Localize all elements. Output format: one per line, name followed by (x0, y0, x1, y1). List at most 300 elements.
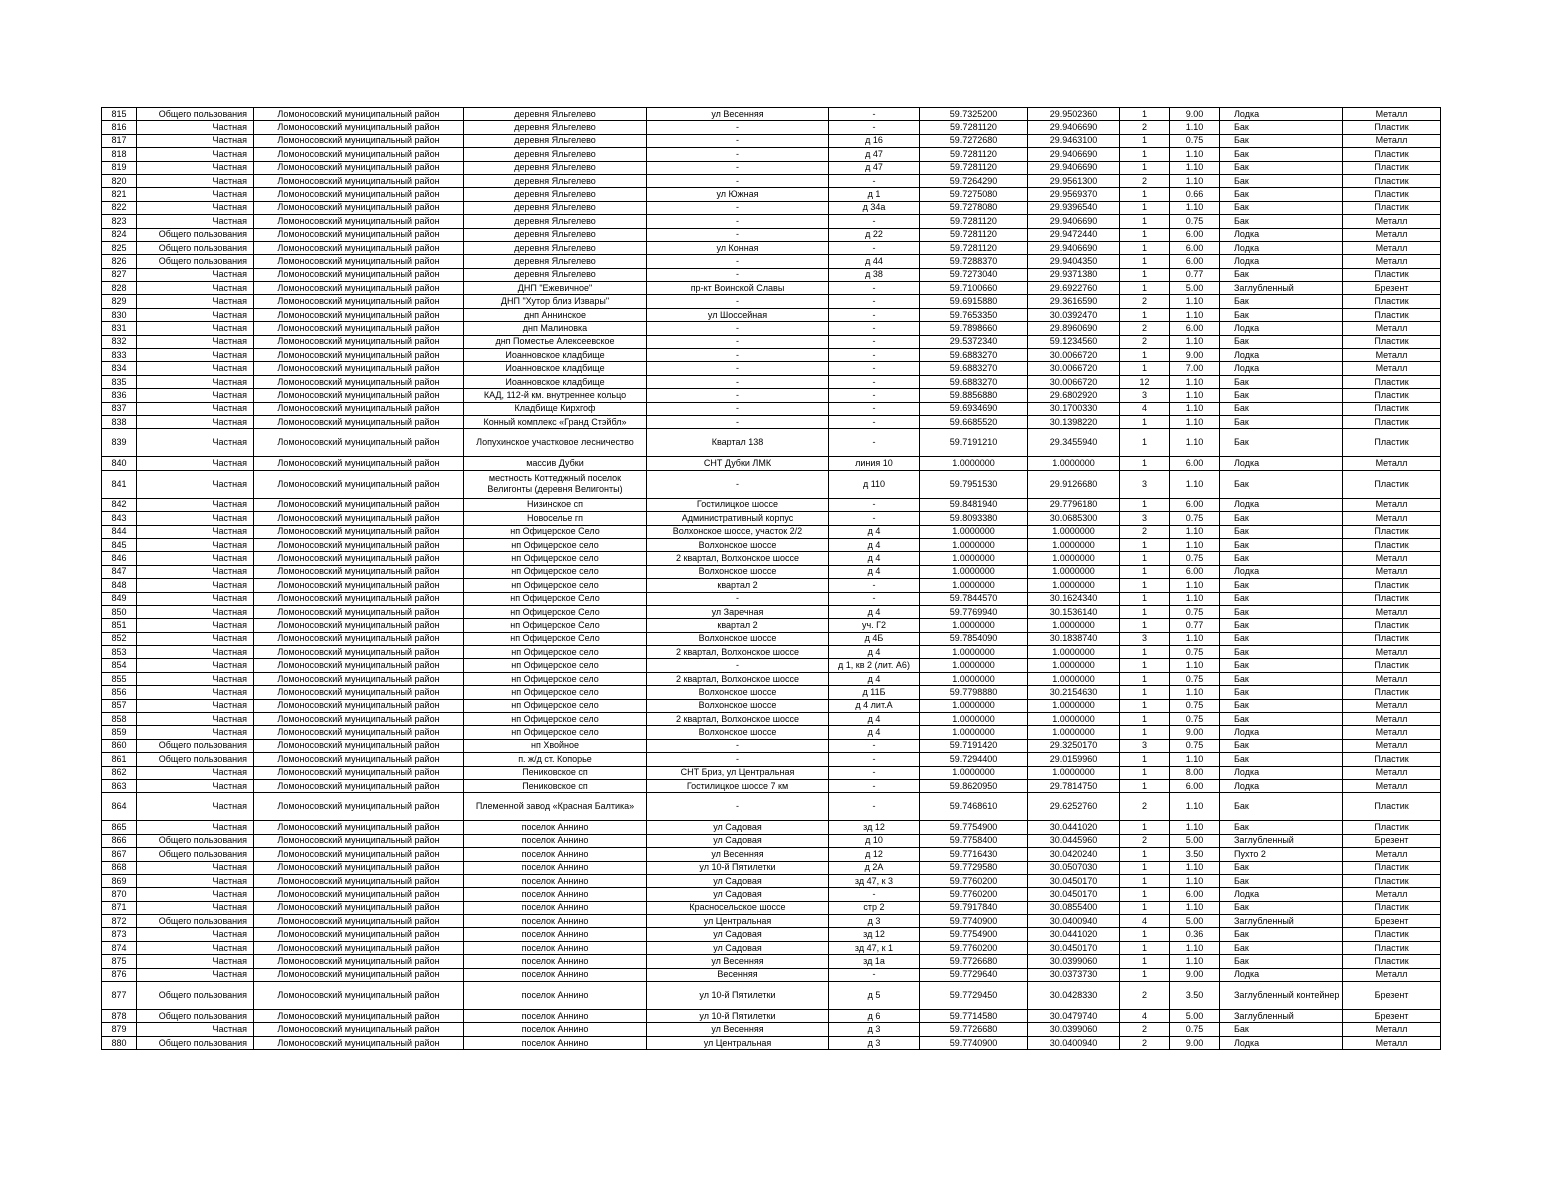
latitude-cell: 1.0000000 (920, 672, 1028, 685)
table-row (102, 362, 1441, 375)
volume-cell: 9.00 (1170, 1036, 1220, 1049)
longitude-cell: 30.0450170 (1028, 888, 1120, 901)
street-cell: 2 квартал, Волхонское шоссе (647, 646, 829, 659)
container-type-cell: Бак (1220, 1023, 1343, 1036)
latitude-cell: 59.8856880 (920, 389, 1028, 402)
table-row (102, 565, 1441, 578)
material-cell: Пластик (1343, 470, 1441, 498)
volume-cell: 9.00 (1170, 968, 1220, 981)
district-cell: Ломоносовский муниципальный район (254, 766, 464, 779)
street-cell: ул Весенняя (647, 955, 829, 968)
street-cell: ул Садовая (647, 888, 829, 901)
longitude-cell: 29.9126680 (1028, 470, 1120, 498)
building-cell: зд 47, к 3 (829, 874, 920, 887)
ownership-cell: Частная (137, 470, 254, 498)
district-cell: Ломоносовский муниципальный район (254, 241, 464, 254)
latitude-cell: 1.0000000 (920, 766, 1028, 779)
row-number-cell: 819 (102, 161, 137, 174)
table-row (102, 699, 1441, 712)
ownership-cell: Частная (137, 349, 254, 362)
container-type-cell: Лодка (1220, 565, 1343, 578)
ownership-cell: Частная (137, 672, 254, 685)
district-cell: Ломоносовский муниципальный район (254, 349, 464, 362)
longitude-cell: 1.0000000 (1028, 579, 1120, 592)
locality-cell: нп Офицерское Село (464, 605, 647, 618)
locality-cell: деревня Яльгелево (464, 268, 647, 281)
building-cell: - (829, 241, 920, 254)
table-row (102, 121, 1441, 134)
locality-cell: деревня Яльгелево (464, 121, 647, 134)
container-type-cell: Бак (1220, 295, 1343, 308)
volume-cell: 6.00 (1170, 565, 1220, 578)
district-cell: Ломоносовский муниципальный район (254, 375, 464, 388)
locality-cell: ДНП "Хутор близ Извары" (464, 295, 647, 308)
container-count-cell: 1 (1120, 848, 1170, 861)
container-type-cell: Бак (1220, 402, 1343, 415)
longitude-cell: 1.0000000 (1028, 713, 1120, 726)
container-type-cell: Лодка (1220, 726, 1343, 739)
table-row (102, 874, 1441, 887)
ownership-cell: Общего пользования (137, 739, 254, 752)
longitude-cell: 30.1624340 (1028, 592, 1120, 605)
table-row (102, 941, 1441, 954)
ownership-cell: Общего пользования (137, 982, 254, 1010)
volume-cell: 1.10 (1170, 874, 1220, 887)
longitude-cell: 29.9406690 (1028, 121, 1120, 134)
table-row (102, 415, 1441, 428)
latitude-cell: 59.7100660 (920, 282, 1028, 295)
district-cell: Ломоносовский муниципальный район (254, 874, 464, 887)
building-cell: д 34а (829, 201, 920, 214)
table-row (102, 592, 1441, 605)
table-row (102, 686, 1441, 699)
district-cell: Ломоносовский муниципальный район (254, 686, 464, 699)
container-count-cell: 1 (1120, 821, 1170, 834)
district-cell: Ломоносовский муниципальный район (254, 215, 464, 228)
container-count-cell: 1 (1120, 699, 1170, 712)
table-row (102, 134, 1441, 147)
container-type-cell: Бак (1220, 335, 1343, 348)
volume-cell: 6.00 (1170, 255, 1220, 268)
container-type-cell: Пухто 2 (1220, 848, 1343, 861)
volume-cell: 3.50 (1170, 982, 1220, 1010)
container-count-cell: 1 (1120, 619, 1170, 632)
container-type-cell: Бак (1220, 686, 1343, 699)
ownership-cell: Частная (137, 201, 254, 214)
building-cell: - (829, 592, 920, 605)
volume-cell: 9.00 (1170, 349, 1220, 362)
street-cell: - (647, 148, 829, 161)
ownership-cell: Общего пользования (137, 753, 254, 766)
district-cell: Ломоносовский муниципальный район (254, 470, 464, 498)
street-cell: - (647, 201, 829, 214)
district-cell: Ломоносовский муниципальный район (254, 498, 464, 511)
locality-cell: поселок Аннино (464, 1010, 647, 1023)
latitude-cell: 59.7769940 (920, 605, 1028, 618)
building-cell: - (829, 121, 920, 134)
latitude-cell: 29.5372340 (920, 335, 1028, 348)
longitude-cell: 1.0000000 (1028, 699, 1120, 712)
container-type-cell: Бак (1220, 308, 1343, 321)
material-cell: Металл (1343, 713, 1441, 726)
locality-cell: нп Офицерское село (464, 579, 647, 592)
container-type-cell: Бак (1220, 928, 1343, 941)
longitude-cell: 30.0373730 (1028, 968, 1120, 981)
container-count-cell: 1 (1120, 241, 1170, 254)
ownership-cell: Частная (137, 362, 254, 375)
container-type-cell: Бак (1220, 821, 1343, 834)
volume-cell: 1.10 (1170, 592, 1220, 605)
row-number-cell: 843 (102, 512, 137, 525)
material-cell: Металл (1343, 766, 1441, 779)
locality-cell: нп Офицерское село (464, 565, 647, 578)
locality-cell: поселок Аннино (464, 928, 647, 941)
volume-cell: 1.10 (1170, 295, 1220, 308)
row-number-cell: 845 (102, 538, 137, 551)
ownership-cell: Частная (137, 525, 254, 538)
latitude-cell: 59.7714580 (920, 1010, 1028, 1023)
table-row (102, 470, 1441, 498)
street-cell: - (647, 793, 829, 821)
container-type-cell: Бак (1220, 659, 1343, 672)
container-type-cell: Бак (1220, 161, 1343, 174)
longitude-cell: 29.9404350 (1028, 255, 1120, 268)
container-type-cell: Бак (1220, 389, 1343, 402)
locality-cell: поселок Аннино (464, 874, 647, 887)
ownership-cell: Частная (137, 148, 254, 161)
volume-cell: 0.75 (1170, 134, 1220, 147)
street-cell: - (647, 402, 829, 415)
longitude-cell: 30.1838740 (1028, 632, 1120, 645)
row-number-cell: 854 (102, 659, 137, 672)
district-cell: Ломоносовский муниципальный район (254, 699, 464, 712)
table-row (102, 201, 1441, 214)
container-type-cell: Бак (1220, 512, 1343, 525)
row-number-cell: 832 (102, 335, 137, 348)
material-cell: Пластик (1343, 429, 1441, 457)
longitude-cell: 29.9561300 (1028, 174, 1120, 187)
locality-cell: поселок Аннино (464, 968, 647, 981)
locality-cell: поселок Аннино (464, 834, 647, 847)
building-cell: - (829, 753, 920, 766)
building-cell: - (829, 295, 920, 308)
building-cell: - (829, 512, 920, 525)
container-count-cell: 1 (1120, 161, 1170, 174)
container-type-cell: Бак (1220, 134, 1343, 147)
container-type-cell: Бак (1220, 375, 1343, 388)
building-cell: - (829, 498, 920, 511)
building-cell: д 47 (829, 161, 920, 174)
container-count-cell: 1 (1120, 686, 1170, 699)
longitude-cell: 30.0066720 (1028, 349, 1120, 362)
building-cell: - (829, 779, 920, 792)
row-number-cell: 871 (102, 901, 137, 914)
ownership-cell: Общего пользования (137, 1036, 254, 1049)
district-cell: Ломоносовский муниципальный район (254, 525, 464, 538)
locality-cell: Иоанновское кладбище (464, 375, 647, 388)
street-cell: Квартал 138 (647, 429, 829, 457)
volume-cell: 1.10 (1170, 389, 1220, 402)
volume-cell: 5.00 (1170, 915, 1220, 928)
ownership-cell: Частная (137, 968, 254, 981)
volume-cell: 0.66 (1170, 188, 1220, 201)
material-cell: Металл (1343, 605, 1441, 618)
longitude-cell: 1.0000000 (1028, 525, 1120, 538)
container-count-cell: 1 (1120, 888, 1170, 901)
longitude-cell: 1.0000000 (1028, 538, 1120, 551)
material-cell: Металл (1343, 108, 1441, 121)
street-cell: Волхонское шоссе (647, 686, 829, 699)
volume-cell: 1.10 (1170, 308, 1220, 321)
row-number-cell: 842 (102, 498, 137, 511)
container-type-cell: Бак (1220, 470, 1343, 498)
row-number-cell: 879 (102, 1023, 137, 1036)
table-row (102, 228, 1441, 241)
material-cell: Пластик (1343, 592, 1441, 605)
material-cell: Пластик (1343, 941, 1441, 954)
ownership-cell: Частная (137, 121, 254, 134)
street-cell: Красносельское шоссе (647, 901, 829, 914)
ownership-cell: Частная (137, 389, 254, 402)
row-number-cell: 864 (102, 793, 137, 821)
street-cell: - (647, 255, 829, 268)
container-type-cell: Бак (1220, 148, 1343, 161)
material-cell: Брезент (1343, 282, 1441, 295)
longitude-cell: 30.0445960 (1028, 834, 1120, 847)
building-cell: д 4Б (829, 632, 920, 645)
container-count-cell: 1 (1120, 928, 1170, 941)
building-cell: - (829, 282, 920, 295)
volume-cell: 0.75 (1170, 605, 1220, 618)
street-cell: - (647, 592, 829, 605)
material-cell: Пластик (1343, 821, 1441, 834)
volume-cell: 1.10 (1170, 415, 1220, 428)
table-body (102, 108, 1441, 1050)
building-cell: - (829, 579, 920, 592)
table-row (102, 901, 1441, 914)
material-cell: Пластик (1343, 268, 1441, 281)
latitude-cell: 59.8481940 (920, 498, 1028, 511)
locality-cell: Племенной завод «Красная Балтика» (464, 793, 647, 821)
row-number-cell: 853 (102, 646, 137, 659)
district-cell: Ломоносовский муниципальный район (254, 335, 464, 348)
district-cell: Ломоносовский муниципальный район (254, 1036, 464, 1049)
locality-cell: днп Аннинское (464, 308, 647, 321)
latitude-cell: 59.7281120 (920, 148, 1028, 161)
latitude-cell: 1.0000000 (920, 699, 1028, 712)
table-row (102, 402, 1441, 415)
table-row (102, 389, 1441, 402)
container-count-cell: 1 (1120, 308, 1170, 321)
longitude-cell: 30.1536140 (1028, 605, 1120, 618)
table-row (102, 349, 1441, 362)
building-cell: - (829, 739, 920, 752)
row-number-cell: 838 (102, 415, 137, 428)
latitude-cell: 1.0000000 (920, 713, 1028, 726)
container-count-cell: 1 (1120, 646, 1170, 659)
latitude-cell: 59.7726680 (920, 1023, 1028, 1036)
locality-cell: деревня Яльгелево (464, 215, 647, 228)
material-cell: Металл (1343, 779, 1441, 792)
container-count-cell: 2 (1120, 982, 1170, 1010)
container-type-cell: Заглубленный (1220, 834, 1343, 847)
container-count-cell: 1 (1120, 498, 1170, 511)
longitude-cell: 30.1398220 (1028, 415, 1120, 428)
district-cell: Ломоносовский муниципальный район (254, 726, 464, 739)
table-row (102, 632, 1441, 645)
locality-cell: деревня Яльгелево (464, 188, 647, 201)
table-row (102, 766, 1441, 779)
container-type-cell: Лодка (1220, 349, 1343, 362)
container-type-cell: Бак (1220, 174, 1343, 187)
container-type-cell: Лодка (1220, 322, 1343, 335)
volume-cell: 9.00 (1170, 726, 1220, 739)
building-cell: д 22 (829, 228, 920, 241)
street-cell: квартал 2 (647, 619, 829, 632)
material-cell: Металл (1343, 322, 1441, 335)
building-cell: д 3 (829, 1036, 920, 1049)
building-cell: линия 10 (829, 457, 920, 470)
street-cell: Волхонское шоссе (647, 632, 829, 645)
volume-cell: 1.10 (1170, 335, 1220, 348)
longitude-cell: 29.7814750 (1028, 779, 1120, 792)
material-cell: Пластик (1343, 174, 1441, 187)
volume-cell: 5.00 (1170, 1010, 1220, 1023)
material-cell: Металл (1343, 848, 1441, 861)
building-cell: - (829, 415, 920, 428)
container-count-cell: 2 (1120, 525, 1170, 538)
district-cell: Ломоносовский муниципальный район (254, 1023, 464, 1036)
longitude-cell: 30.0392470 (1028, 308, 1120, 321)
container-count-cell: 2 (1120, 295, 1170, 308)
district-cell: Ломоносовский муниципальный район (254, 739, 464, 752)
container-type-cell: Бак (1220, 429, 1343, 457)
ownership-cell: Частная (137, 335, 254, 348)
latitude-cell: 59.7325200 (920, 108, 1028, 121)
latitude-cell: 59.6883270 (920, 362, 1028, 375)
street-cell: ул Садовая (647, 941, 829, 954)
ownership-cell: Частная (137, 282, 254, 295)
longitude-cell: 30.0450170 (1028, 941, 1120, 954)
volume-cell: 1.10 (1170, 901, 1220, 914)
volume-cell: 0.75 (1170, 713, 1220, 726)
material-cell: Металл (1343, 699, 1441, 712)
volume-cell: 1.10 (1170, 161, 1220, 174)
table-row (102, 928, 1441, 941)
latitude-cell: 59.6883270 (920, 375, 1028, 388)
street-cell: ул Шоссейная (647, 308, 829, 321)
container-type-cell: Бак (1220, 753, 1343, 766)
table-row (102, 579, 1441, 592)
longitude-cell: 29.9406690 (1028, 241, 1120, 254)
street-cell: ул Южная (647, 188, 829, 201)
container-count-cell: 1 (1120, 659, 1170, 672)
container-type-cell: Лодка (1220, 457, 1343, 470)
ownership-cell: Частная (137, 512, 254, 525)
ownership-cell: Частная (137, 726, 254, 739)
container-count-cell: 1 (1120, 861, 1170, 874)
locality-cell: днп Малиновка (464, 322, 647, 335)
street-cell: Гостилицкое шоссе 7 км (647, 779, 829, 792)
material-cell: Пластик (1343, 148, 1441, 161)
volume-cell: 1.10 (1170, 753, 1220, 766)
row-number-cell: 818 (102, 148, 137, 161)
row-number-cell: 825 (102, 241, 137, 254)
row-number-cell: 872 (102, 915, 137, 928)
locality-cell: поселок Аннино (464, 915, 647, 928)
longitude-cell: 30.0428330 (1028, 982, 1120, 1010)
volume-cell: 1.10 (1170, 941, 1220, 954)
row-number-cell: 835 (102, 375, 137, 388)
locality-cell: Конный комплекс «Гранд Стэйбл» (464, 415, 647, 428)
district-cell: Ломоносовский муниципальный район (254, 282, 464, 295)
latitude-cell: 59.7716430 (920, 848, 1028, 861)
material-cell: Пластик (1343, 525, 1441, 538)
district-cell: Ломоносовский муниципальный район (254, 941, 464, 954)
table-row (102, 429, 1441, 457)
street-cell: - (647, 215, 829, 228)
volume-cell: 1.10 (1170, 632, 1220, 645)
locality-cell: нп Офицерское село (464, 713, 647, 726)
container-count-cell: 1 (1120, 552, 1170, 565)
row-number-cell: 848 (102, 579, 137, 592)
volume-cell: 1.10 (1170, 793, 1220, 821)
latitude-cell: 59.7281120 (920, 215, 1028, 228)
ownership-cell: Частная (137, 402, 254, 415)
district-cell: Ломоносовский муниципальный район (254, 362, 464, 375)
building-cell: уч. Г2 (829, 619, 920, 632)
ownership-cell: Частная (137, 308, 254, 321)
building-cell: - (829, 322, 920, 335)
container-count-cell: 2 (1120, 834, 1170, 847)
ownership-cell: Частная (137, 619, 254, 632)
latitude-cell: 59.7754900 (920, 821, 1028, 834)
material-cell: Металл (1343, 552, 1441, 565)
latitude-cell: 59.8093380 (920, 512, 1028, 525)
material-cell: Пластик (1343, 793, 1441, 821)
locality-cell: поселок Аннино (464, 1023, 647, 1036)
table-row (102, 982, 1441, 1010)
container-count-cell: 1 (1120, 134, 1170, 147)
container-type-cell: Бак (1220, 941, 1343, 954)
street-cell: - (647, 362, 829, 375)
street-cell: - (647, 268, 829, 281)
longitude-cell: 30.0441020 (1028, 821, 1120, 834)
longitude-cell: 30.0450170 (1028, 874, 1120, 887)
container-type-cell: Бак (1220, 619, 1343, 632)
ownership-cell: Частная (137, 538, 254, 551)
container-type-cell: Заглубленный контейнер (1220, 982, 1343, 1010)
container-type-cell: Бак (1220, 901, 1343, 914)
district-cell: Ломоносовский муниципальный район (254, 188, 464, 201)
table-row (102, 525, 1441, 538)
ownership-cell: Частная (137, 565, 254, 578)
row-number-cell: 815 (102, 108, 137, 121)
latitude-cell: 59.7740900 (920, 1036, 1028, 1049)
volume-cell: 0.75 (1170, 512, 1220, 525)
material-cell: Пластик (1343, 335, 1441, 348)
street-cell: - (647, 335, 829, 348)
longitude-cell: 30.0066720 (1028, 362, 1120, 375)
locality-cell: нп Офицерское Село (464, 632, 647, 645)
building-cell: д 1, кв 2 (лит. А6) (829, 659, 920, 672)
latitude-cell: 59.7468610 (920, 793, 1028, 821)
latitude-cell: 59.6915880 (920, 295, 1028, 308)
container-count-cell: 1 (1120, 941, 1170, 954)
latitude-cell: 59.7729640 (920, 968, 1028, 981)
building-cell: д 3 (829, 1023, 920, 1036)
ownership-cell: Частная (137, 699, 254, 712)
